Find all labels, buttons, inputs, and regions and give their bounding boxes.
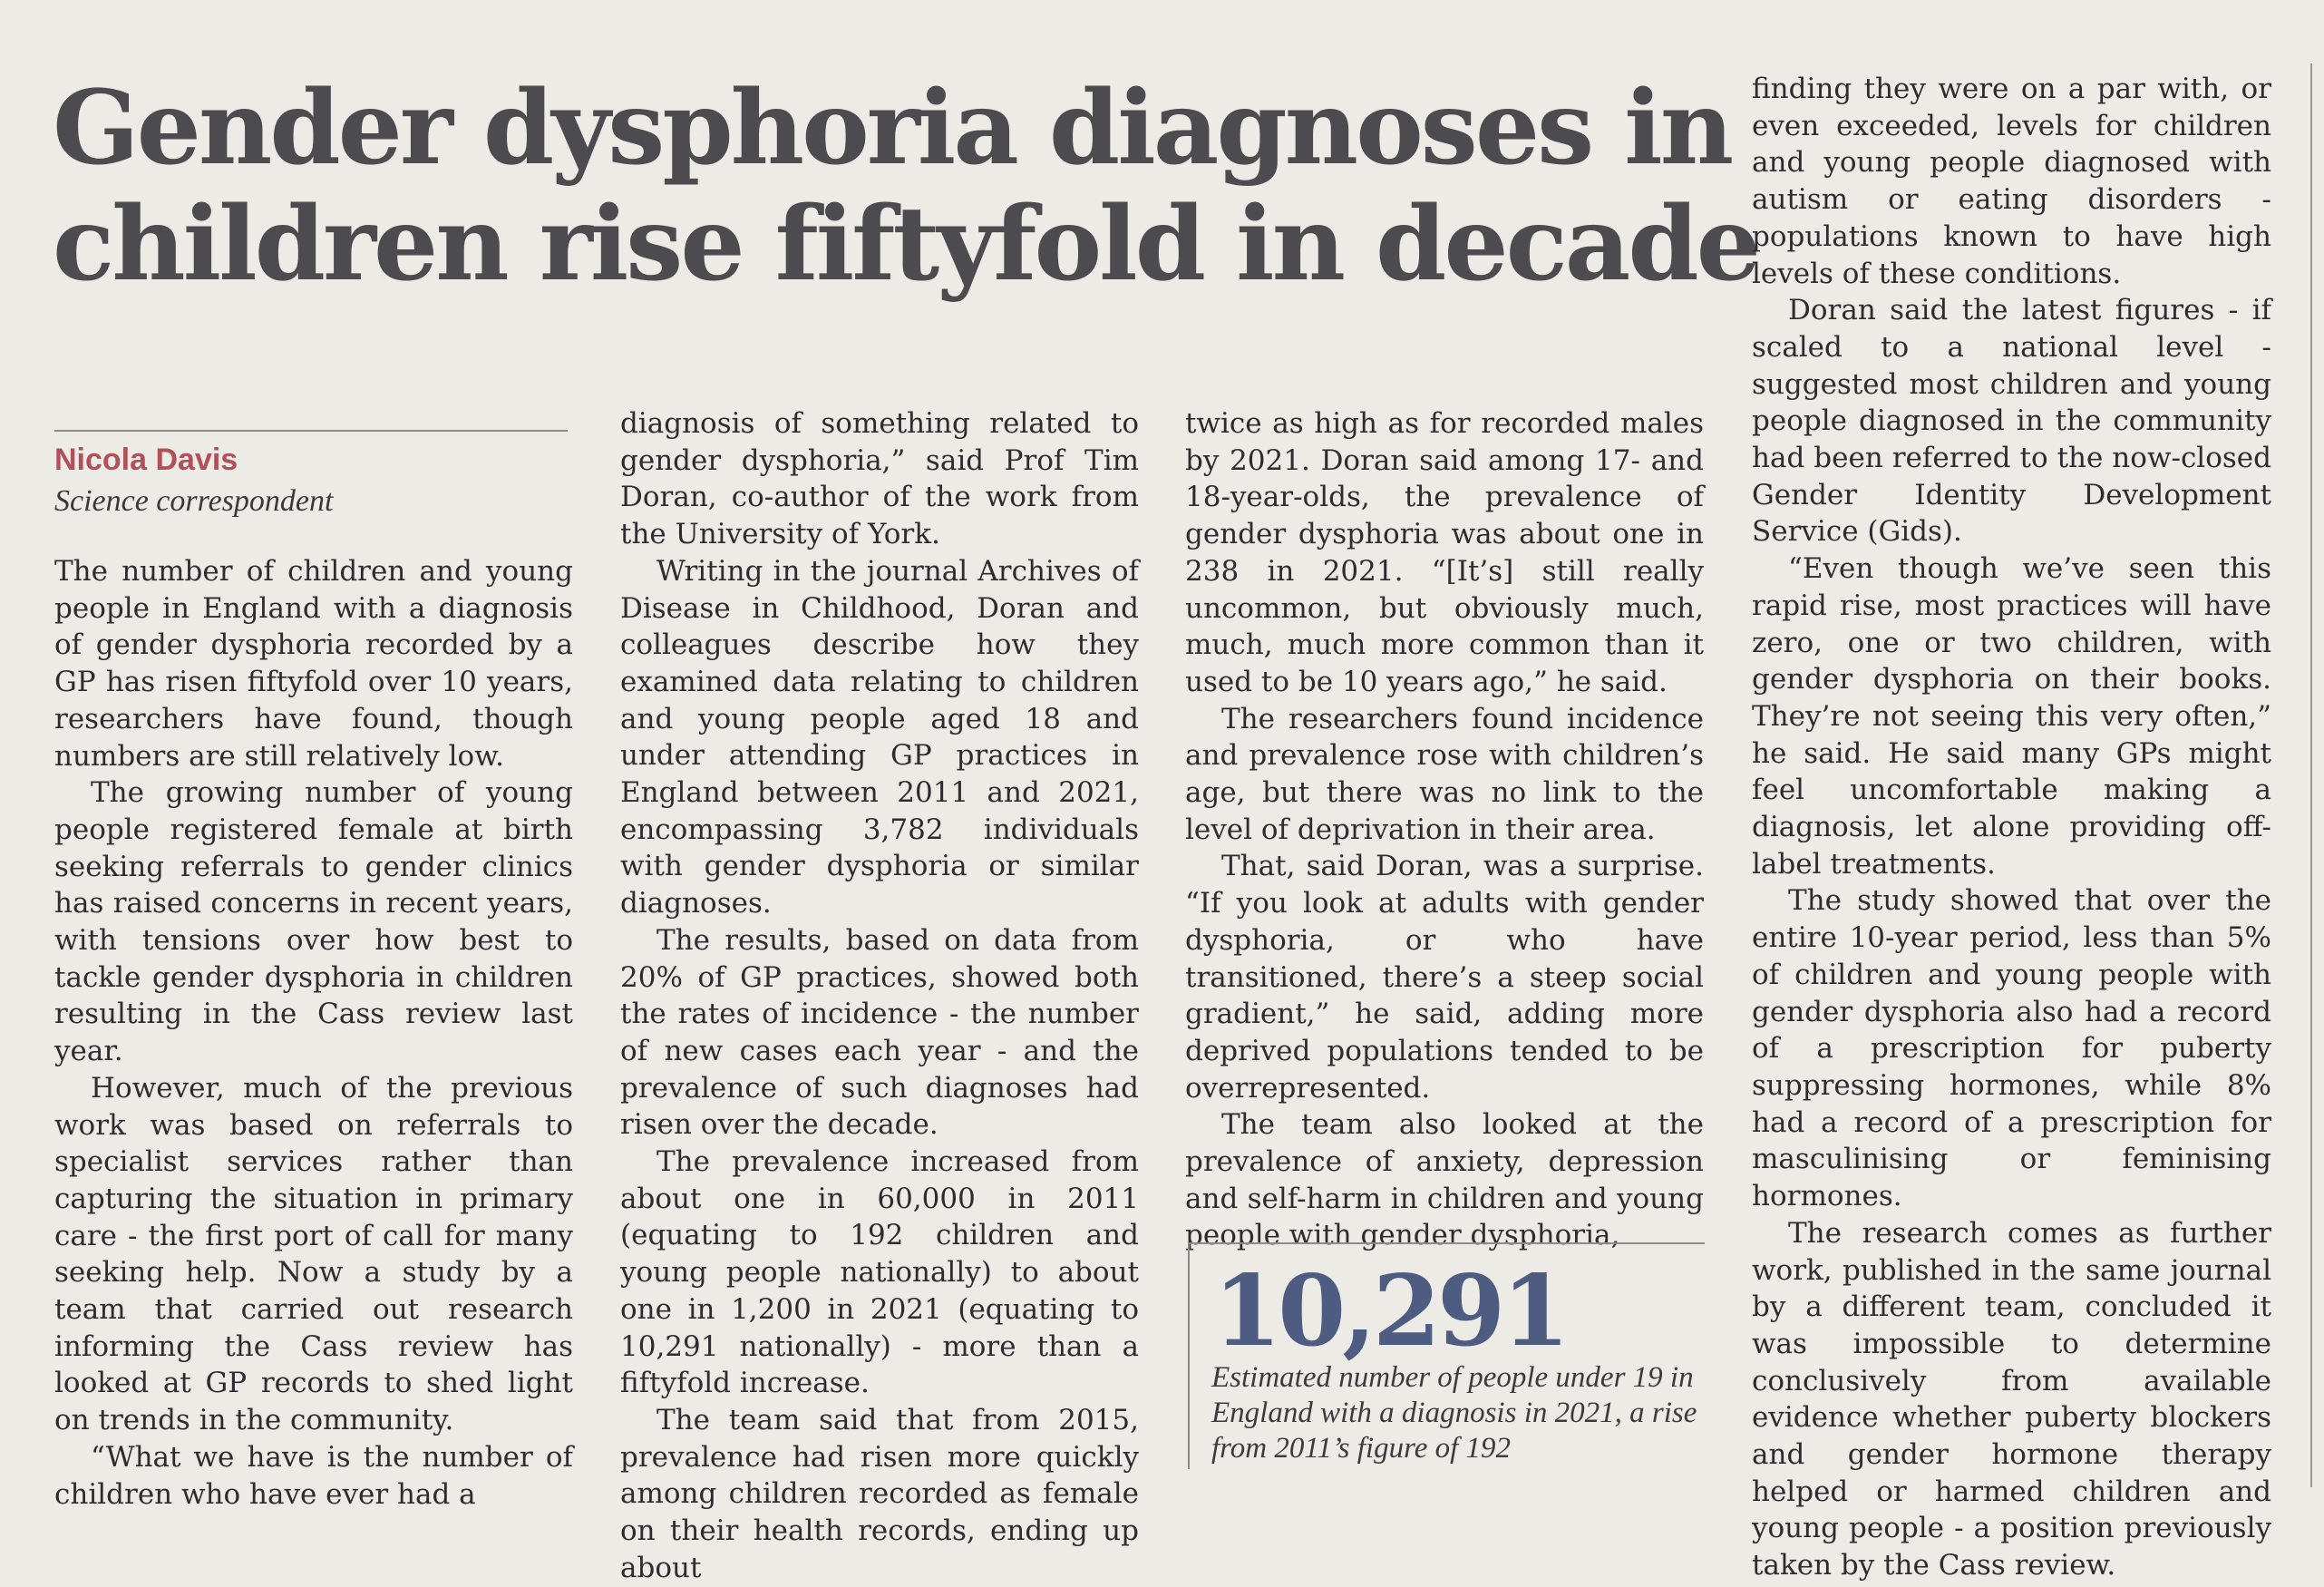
paragraph: “Even though we’ve seen this rapid rise, most practices will have zero, one or two children, with gender dysphoria on their books. They’re not seeing this very often,” he said. He said many GPs might feel uncomfortable making a diagnosis, let alone providing off-label treatments. (1752, 552, 2271, 881)
pull-quote-number: 10,291 (1213, 1254, 1567, 1368)
paragraph: The team also looked at the prevalence of anxiety, depression and self-harm in children and young people with gender dysphoria, (1185, 1108, 1704, 1252)
article-column-1 (54, 553, 573, 1513)
paragraph: That, said Doran, was a surprise. “If you look at adults with gender dysphoria, or who have transitioned, there’s a steep social gradient,” he said, adding more deprived populations tended to be overrepresented. (1185, 850, 1704, 1105)
paragraph: The researchers found incidence and prevalence rose with children’s age, but there was no link to the level of deprivation in their area. (1185, 702, 1704, 846)
paragraph: The results, based on data from 20% of GP practices, showed both the rates of incidence - the number of new cases each year - and the prevalence of such diagnoses had risen over the decade. (620, 923, 1139, 1142)
paragraph: diagnosis of something related to gender dysphoria,” said Prof Tim Doran, co-author of the work from the University of York. (620, 407, 1139, 551)
pull-quote-box (1188, 1242, 1705, 1469)
paragraph: twice as high as for recorded males by 2021. Doran said among 17- and 18-year-olds, the prevalence of gender dysphoria was about one in 238 in 2021. “[It’s] still really uncommon, but obviously much, much, much more common than it used to be 10 years ago,” he said. (1185, 407, 1704, 698)
paragraph: Doran said the latest figures - if scaled to a national level - suggested most children and young people diagnosed in the community had been referred to the now-closed Gender Identity Development Service (Gids). (1752, 294, 2271, 549)
headline-line-2: children rise fiftyfold in decade (53, 185, 1758, 304)
author-role: Science correspondent (54, 484, 334, 518)
article-column-3 (1185, 405, 1704, 1254)
paragraph: The prevalence increased from about one in 60,000 in 2011 (equating to 192 children and young people nationally) to about one in 1,200 in 2021 (equating to 10,291 nationally) - more than a fiftyfold increase. (620, 1145, 1139, 1400)
paragraph: The research comes as further work, published in the same journal by a different team, concluded it was impossible to determine conclusively from available evidence whether puberty blockers and gender hormone therapy helped or harmed children and young people - a position previously taken by the Cass review. (1752, 1216, 2271, 1582)
clipping-edge-rule (2310, 63, 2312, 1487)
paragraph: The team said that from 2015, prevalence had risen more quickly among children recorded as female on their health records, ending up about (620, 1403, 1139, 1584)
headline-line-1: Gender dysphoria diagnoses in (53, 69, 1732, 188)
paragraph: The number of children and young people in England with a diagnosis of gender dysphoria recorded by a GP has risen fiftyfold over 10 years, researchers have found, though numbers are still relatively low. (54, 555, 573, 773)
article-column-2 (620, 405, 1139, 1587)
paragraph: finding they were on a par with, or even exceeded, levels for children and young people diagnosed with autism or eating disorders - populations known to have high levels of these conditions. (1752, 73, 2271, 290)
paragraph: The study showed that over the entire 10-year period, less than 5% of children and young people with gender dysphoria also had a record of a prescription for puberty suppressing hormones, while 8% had a record of a prescription for masculinising or feminising hormones. (1752, 884, 2271, 1213)
author-name: Nicola Davis (54, 443, 238, 477)
paragraph: However, much of the previous work was based on referrals to specialist services rather than capturing the situation in primary care - the first port of call for many seeking help. Now a study by a team that carried out research informing the Cass review has looked at GP records to shed light on trends in the community. (54, 1071, 573, 1437)
article-column-4 (1752, 71, 2271, 1584)
pull-quote-caption: Estimated number of people under 19 in England with a diagnosis in 2021, a rise from 2011’s figure of 192 (1211, 1361, 1697, 1465)
headline (53, 69, 1758, 304)
paragraph: Writing in the journal Archives of Disease in Childhood, Doran and colleagues describe how they examined data relating to children and young people aged 18 and under attending GP practices in England between 2011 and 2021, encompassing 3,782 individuals with gender dysphoria or similar diagnoses. (620, 554, 1139, 920)
paragraph: “What we have is the number of children who have ever had a (54, 1440, 573, 1511)
byline-rule (54, 430, 568, 432)
paragraph: The growing number of young people registered female at birth seeking referrals to gender clinics has raised concerns in recent years, with tensions over how best to tackle gender dysphoria in children resulting in the Cass review last year. (54, 776, 573, 1068)
